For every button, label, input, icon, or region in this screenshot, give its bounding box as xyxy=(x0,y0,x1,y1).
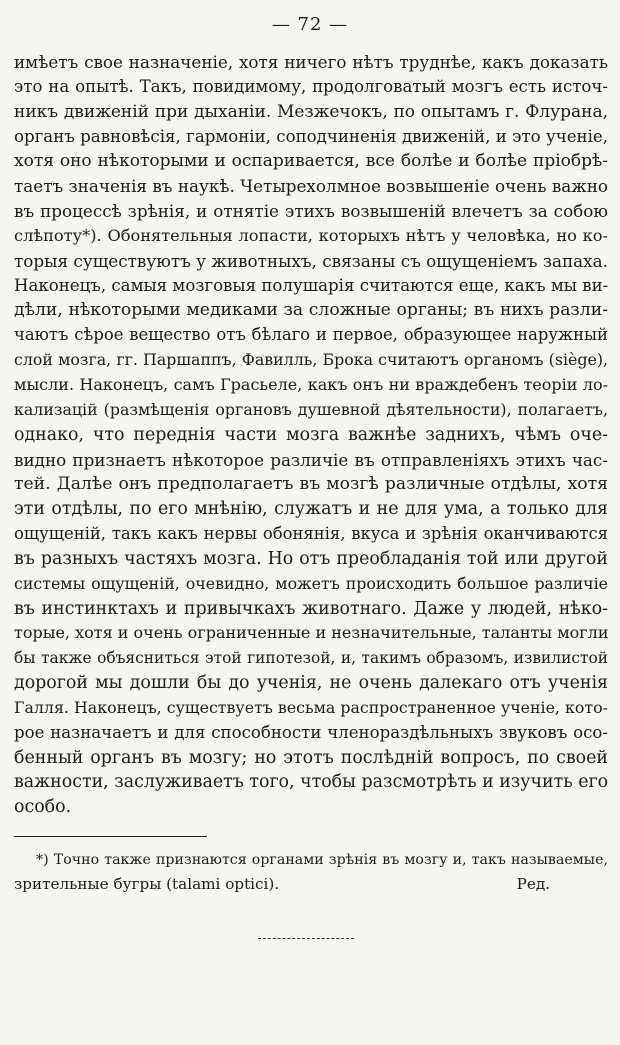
body-line: органъ равновѣсія, гармоніи, соподчиненія движеній, и это ученіе, xyxy=(14,126,608,146)
body-line: важности, заслуживаетъ того, чтобы разсмотрѣть и изучить его xyxy=(14,772,609,793)
footnote-signature: Ред. xyxy=(516,875,550,893)
body-line: бы также объясниться этой гипотезой, и, такимъ образомъ, извилистой xyxy=(14,649,608,668)
body-line: бенный органъ въ мозгу; но этотъ послѣдній вопросъ, по своей xyxy=(14,747,608,768)
end-divider xyxy=(258,938,354,939)
body-line: торыя существуютъ у животныхъ, связаны съ ощущеніемъ запаха. xyxy=(14,250,608,271)
body-line: видно признаетъ нѣкоторое различіе въ отправленіяхъ этихъ час- xyxy=(14,449,608,470)
body-line: это на опытѣ. Такъ, повидимому, продолговатый мозгъ есть источ- xyxy=(14,76,608,96)
body-line: тей. Далѣе онъ предполагаетъ въ мозгѣ различные отдѣлы, хотя xyxy=(14,474,608,495)
body-line: рое назначаетъ и для способности членораздѣльныхъ звуковъ осо- xyxy=(14,722,608,742)
body-line: ощущеній, такъ какъ нервы обонянія, вкуса и зрѣнія оканчиваются xyxy=(14,524,608,544)
body-line: эти отдѣлы, по его мнѣнію, служатъ и не для ума, а только для xyxy=(14,499,608,520)
body-line: хотя оно нѣкоторыми и оспаривается, все болѣе и болѣе пріобрѣ- xyxy=(14,151,608,172)
body-line: мысли. Наконецъ, самъ Грасьеле, какъ онъ ни враждебенъ теоріи ло- xyxy=(14,374,608,394)
footnote-line: *) Точно также признаются органами зрѣнія въ мозгу и, такъ называемые, xyxy=(36,852,608,868)
body-line: въ инстинктахъ и привычкахъ животнаго. Даже у людей, нѣко- xyxy=(14,598,608,619)
body-line: Наконецъ, самыя мозговыя полушарія считаются еще, какъ мы ви- xyxy=(14,275,609,295)
body-line: въ разныхъ частяхъ мозга. Но отъ преобладанія той или другой xyxy=(14,548,608,569)
body-line: системы ощущеній, очевидно, можетъ происходить большое различіе xyxy=(14,573,608,593)
body-line-last: особо. xyxy=(14,797,72,818)
body-line: Галля. Наконецъ, существуетъ весьма распространенное ученіе, кото- xyxy=(14,697,608,717)
body-text xyxy=(14,50,608,820)
body-line: въ процессѣ зрѣнія, и отнятіе этихъ возвышеній влечетъ за собою xyxy=(14,201,608,222)
page-number: — 72 — xyxy=(271,14,349,35)
body-line: кализацій (размѣщенія органовъ душевной дѣятельности), полагаетъ, xyxy=(14,399,608,419)
footnote-divider xyxy=(14,836,207,837)
body-line: никъ движеній при дыханіи. Мезжечокъ, по опытамъ г. Флурана, xyxy=(14,101,608,122)
body-line: имѣетъ свое назначеніе, хотя ничего нѣтъ труднѣе, какъ доказать xyxy=(14,52,608,72)
body-line: слѣпоту*). Обонятельныя лопасти, которыхъ нѣтъ у человѣка, но ко- xyxy=(14,225,608,245)
body-line: торые, хотя и очень ограниченные и незначительные, таланты могли xyxy=(14,623,609,643)
body-line: однако, что переднія части мозга важнѣе заднихъ, чѣмъ оче- xyxy=(14,424,608,445)
footnote xyxy=(14,848,608,896)
body-line: дѣли, нѣкоторыми медиками за сложные органы; въ нихъ разли- xyxy=(14,300,608,321)
footnote-line xyxy=(14,872,608,896)
body-line: чаютъ сѣрое вещество отъ бѣлаго и первое, образующее наружный xyxy=(14,325,608,345)
footnote-text: зрительные бугры (talami optici). xyxy=(14,875,280,893)
body-line: таетъ значенія въ наукѣ. Четырехолмное возвышеніе очень важно xyxy=(14,176,609,197)
body-line: слой мозга, гг. Паршаппъ, Фавилль, Брока считаютъ органомъ (siège), xyxy=(14,350,608,370)
body-line: дорогой мы дошли бы до ученія, не очень далекаго отъ ученія xyxy=(14,673,608,694)
